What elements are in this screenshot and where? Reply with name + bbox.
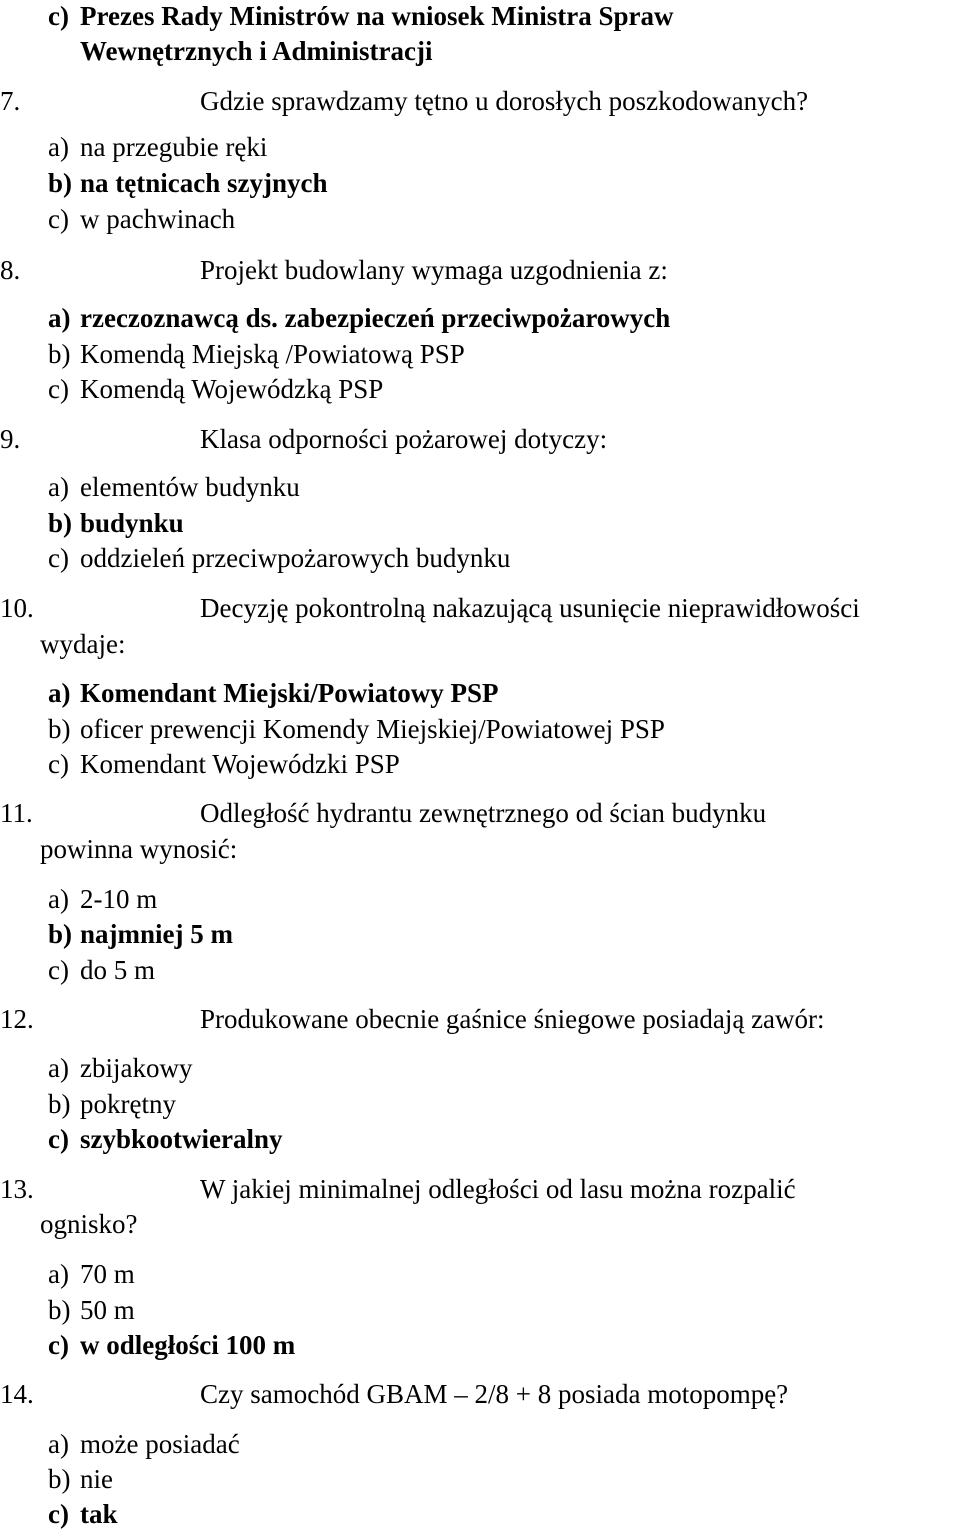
- question-10-option-b: b) oficer prewencji Komendy Miejskiej/Powiatowej PSP: [48, 714, 665, 744]
- question-number: 11.: [0, 798, 33, 828]
- question-13-option-b: b) 50 m: [48, 1295, 135, 1325]
- question-7-option-b: b) na tętnicach szyjnych: [48, 168, 328, 198]
- option-text: Prezes Rady Ministrów na wniosek Ministra Spraw: [80, 1, 674, 31]
- question-number: 14.: [0, 1379, 34, 1409]
- question-number: 13.: [0, 1174, 34, 1204]
- question-14-option-b: b) nie: [48, 1464, 113, 1494]
- question-10-option-a: a) Komendant Miejski/Powiatowy PSP: [48, 678, 499, 708]
- question-number: 12.: [0, 1004, 34, 1034]
- option-text-line2: Wewnętrznych i Administracji: [80, 36, 433, 66]
- question-8-option-c: c) Komendą Wojewódzką PSP: [48, 374, 384, 404]
- question-14-option-a: a) może posiadać: [48, 1429, 240, 1459]
- question-9-option-b: b) budynku: [48, 508, 184, 538]
- question-number: 8.: [0, 255, 21, 285]
- option-letter: c): [48, 1, 69, 31]
- question-8-option-b: b) Komendą Miejską /Powiatową PSP: [48, 339, 465, 369]
- question-text: Produkowane obecnie gaśnice śniegowe posiadają zawór:: [200, 1004, 825, 1034]
- question-text: Gdzie sprawdzamy tętno u dorosłych poszkodowanych?: [200, 86, 809, 116]
- intro-option-c: [48, 3, 674, 30]
- question-10-continuation: wydaje:: [40, 629, 126, 659]
- question-7-option-c: c) w pachwinach: [48, 204, 236, 234]
- question-7-option-a: a) na przegubie ręki: [48, 132, 268, 162]
- question-text: Odległość hydrantu zewnętrznego od ścian budynku: [200, 798, 767, 828]
- question-number: 7.: [0, 86, 21, 116]
- question-number: 10.: [0, 593, 34, 623]
- question-text: Czy samochód GBAM – 2/8 + 8 posiada motopompę?: [200, 1379, 789, 1409]
- question-12-option-c: c) szybkootwieralny: [48, 1124, 283, 1154]
- question-text: W jakiej minimalnej odległości od lasu można rozpalić: [200, 1174, 796, 1204]
- question-13-option-a: a) 70 m: [48, 1259, 135, 1289]
- question-11-option-a: a) 2-10 m: [48, 884, 158, 914]
- intro-option-c-line2: [80, 38, 432, 65]
- question-text: Klasa odporności pożarowej dotyczy:: [200, 424, 608, 454]
- question-9-option-a: a) elementów budynku: [48, 472, 300, 502]
- question-14-option-c: c) tak: [48, 1499, 118, 1529]
- question-11-continuation: powinna wynosić:: [40, 834, 238, 864]
- question-12-option-b: b) pokrętny: [48, 1089, 176, 1119]
- question-13-option-c: c) w odległości 100 m: [48, 1330, 296, 1360]
- question-11-option-c: c) do 5 m: [48, 955, 156, 985]
- question-10-option-c: c) Komendant Wojewódzki PSP: [48, 749, 400, 779]
- question-number: 9.: [0, 424, 21, 454]
- question-8-option-a: a) rzeczoznawcą ds. zabezpieczeń przeciwpożarowych: [48, 303, 671, 333]
- question-text: Projekt budowlany wymaga uzgodnienia z:: [200, 255, 668, 285]
- question-11-option-b: b) najmniej 5 m: [48, 919, 233, 949]
- question-13-continuation: ognisko?: [40, 1209, 138, 1239]
- question-12-option-a: a) zbijakowy: [48, 1053, 193, 1083]
- question-9-option-c: c) oddzieleń przeciwpożarowych budynku: [48, 543, 511, 573]
- question-text: Decyzję pokontrolną nakazującą usunięcie nieprawidłowości: [200, 593, 860, 623]
